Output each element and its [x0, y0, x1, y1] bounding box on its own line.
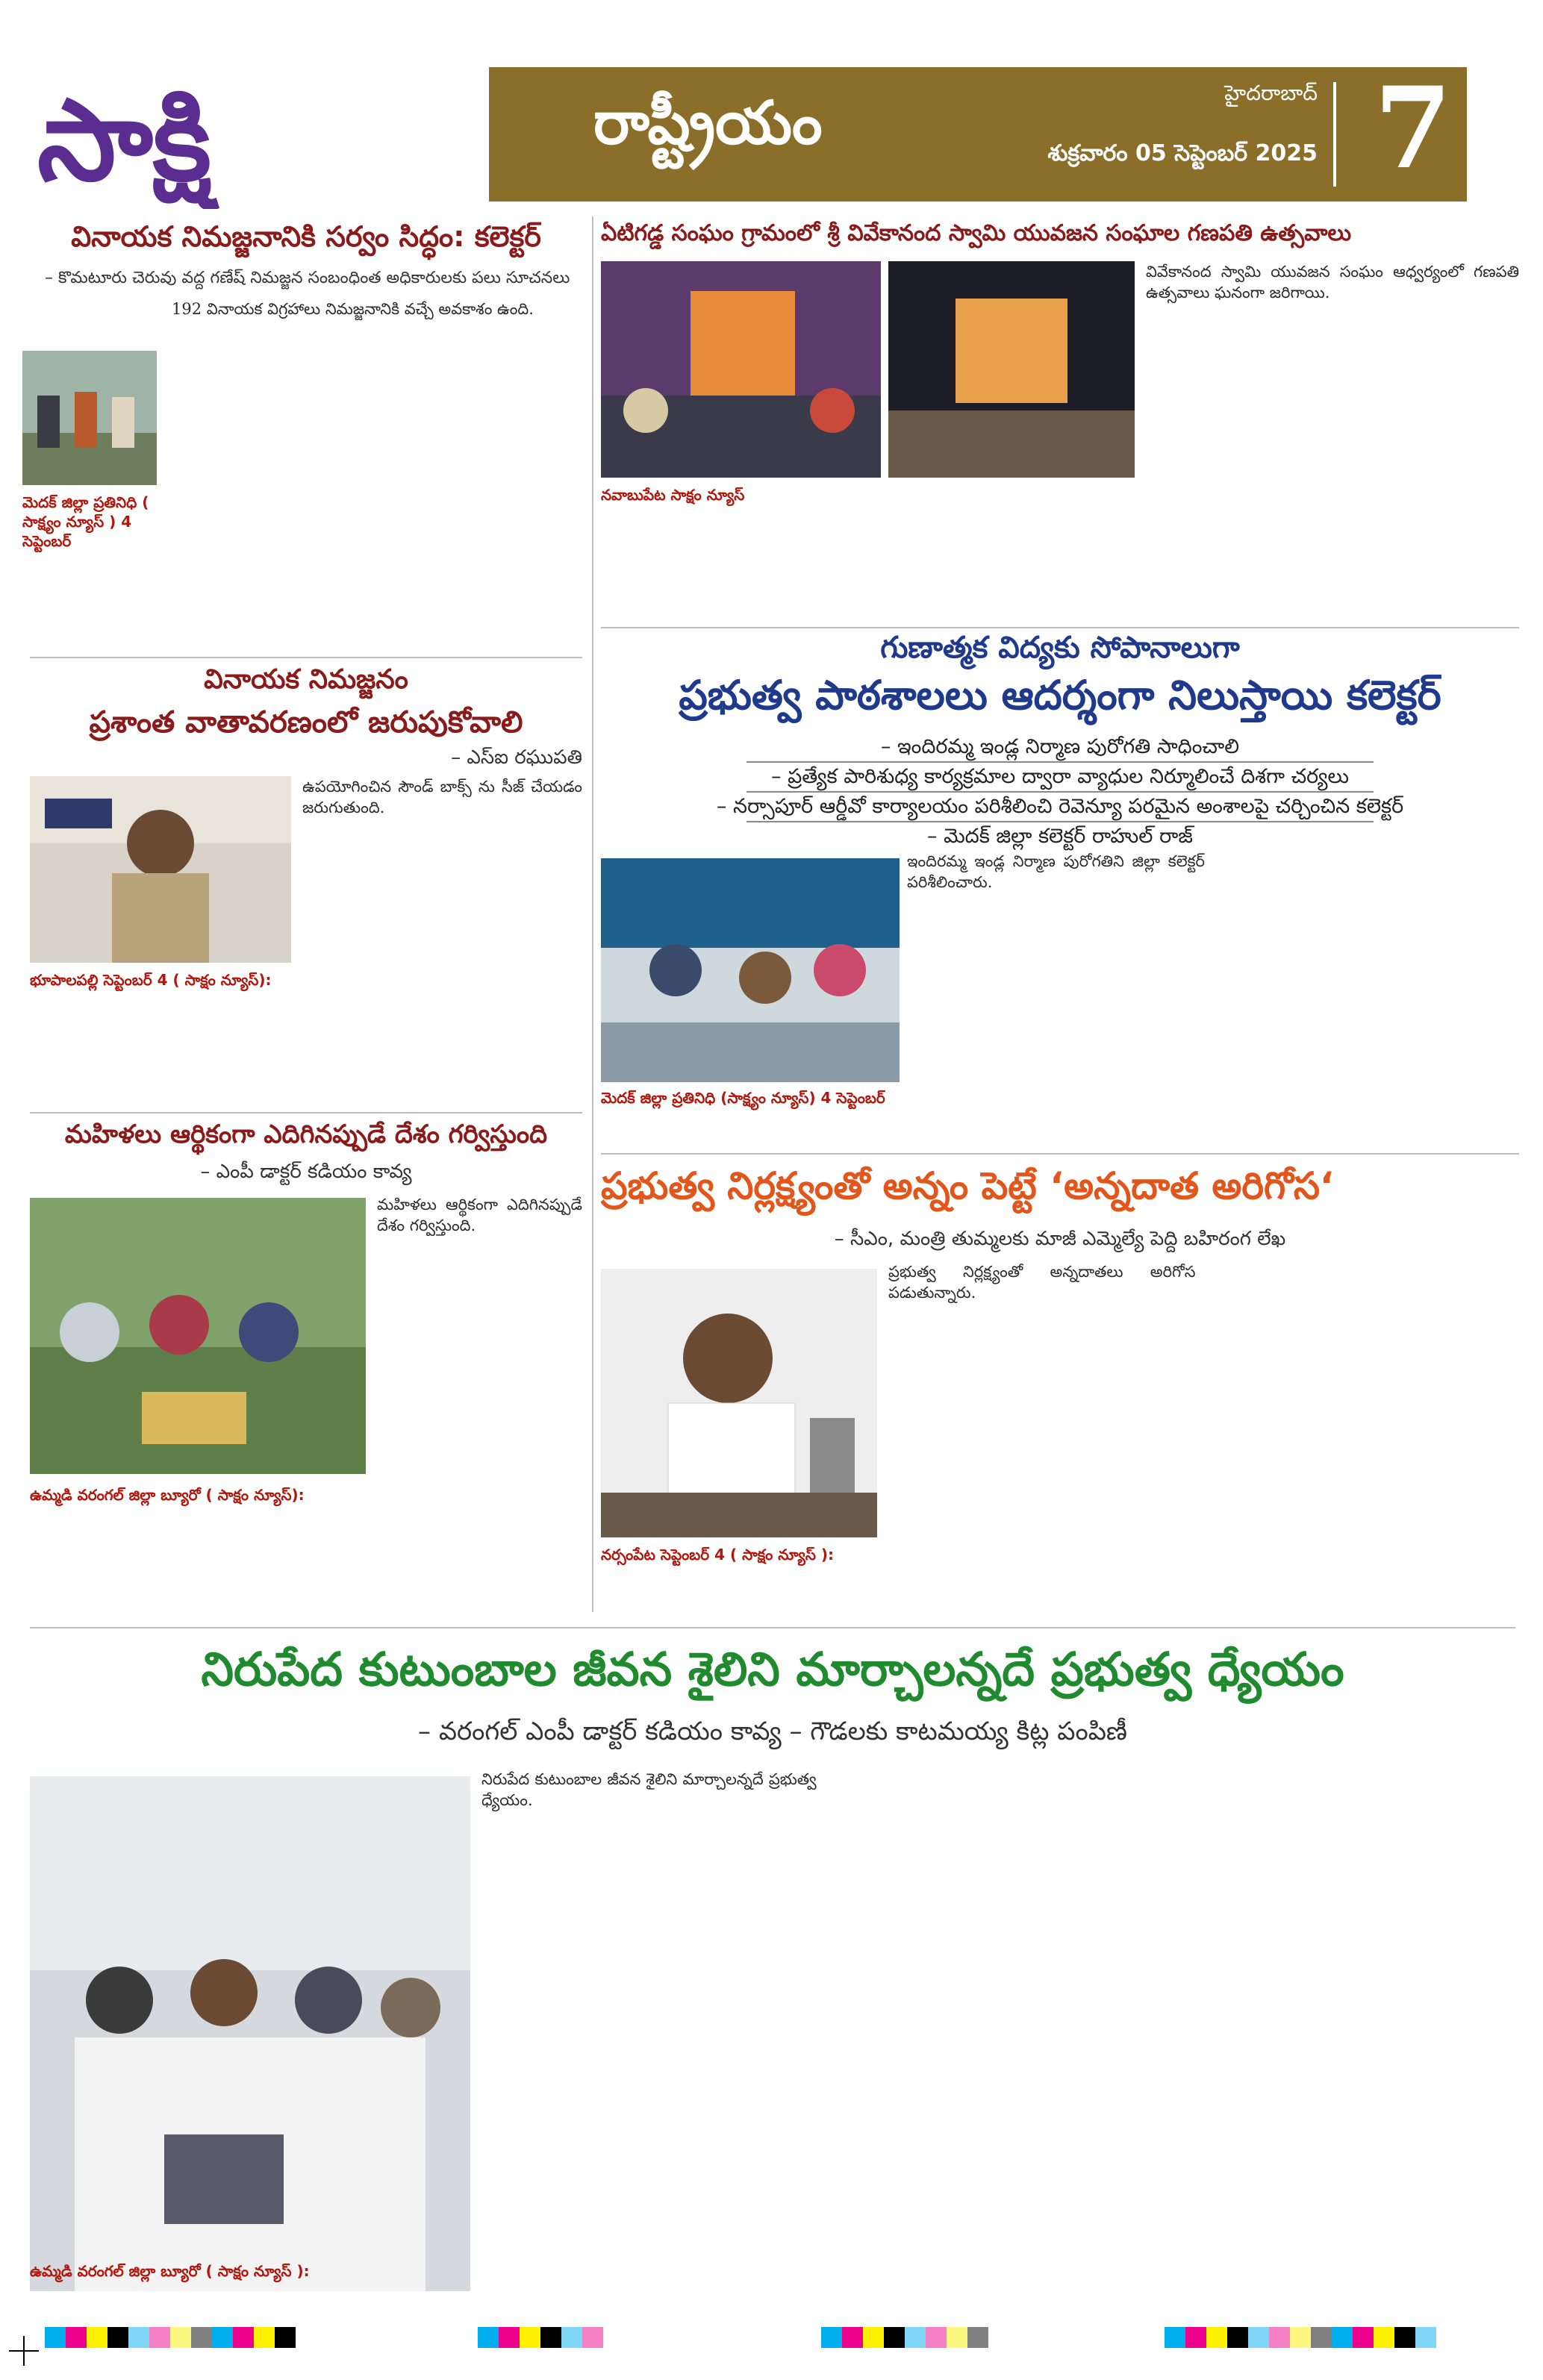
- article5-kicker: గుణాత్మక విద్యకు సోపానాలుగా: [880, 631, 1240, 665]
- article4-body: వివేకానంద స్వామి యువజన సంఘం ఆధ్వర్యంలో గణపతి ఉత్సవాలు ఘనంగా జరిగాయి.: [1146, 263, 1519, 302]
- section-title: రాష్ట్రీయం: [593, 88, 823, 157]
- article5-photo: [601, 858, 900, 1082]
- article6-byline: – సీఎం, మంత్రి తుమ్మలకు మాజీ ఎమ్మెల్యే పెద్ది బహిరంగ లేఖ: [834, 1228, 1286, 1250]
- edition-city: హైదరాబాద్: [1224, 81, 1318, 105]
- article5-headline: ప్రభుత్వ పాఠశాలలు ఆదర్శంగా నిలుస్తాయి కలెక్టర్: [679, 672, 1441, 719]
- article7-photo: [30, 1776, 470, 2291]
- article2-photo: [30, 776, 291, 963]
- article5-point-4: – మెదక్ జిల్లా కలెక్టర్ రాహుల్ రాజ్: [926, 825, 1194, 848]
- article5-caption: మెదక్ జిల్లా ప్రతినిధి (సాక్ష్యం న్యూస్) 4 సెప్టెంబర్: [601, 1089, 885, 1107]
- article7-byline: – వరంగల్ ఎంపీ డాక్టర్ కడియం కావ్య – గౌడలకు కాటమయ్య కిట్ల పంపిణీ: [418, 1717, 1127, 1746]
- logo-text: సాక్షి: [37, 76, 211, 206]
- article7-caption: ఉమ్మడి వరంగల్ జిల్లా బ్యూరో ( సాక్షం న్యూస్ ):: [30, 2262, 310, 2280]
- article3-byline: – ఎంపీ డాక్టర్ కడియం కావ్య: [200, 1161, 412, 1183]
- section-band: [489, 67, 1467, 202]
- divider: [746, 821, 1374, 822]
- article6-photo: [601, 1269, 877, 1537]
- article2-headline: ప్రశాంత వాతావరణంలో జరుపుకోవాలి: [89, 705, 523, 740]
- article3-caption: ఉమ్మడి వరంగల్ జిల్లా బ్యూరో ( సాక్షం న్యూస్):: [30, 1486, 305, 1504]
- article3-photo: [30, 1198, 366, 1474]
- section-divider: [30, 1627, 1515, 1628]
- article6-caption: నర్సంపేట సెప్టెంబర్ 4 ( సాక్షం న్యూస్ ):: [601, 1546, 834, 1564]
- divider: [601, 627, 1519, 628]
- divider: [746, 761, 1374, 763]
- article6-headline: ప్రభుత్వ నిర్లక్ష్యంతో అన్నం పెట్టే ‘అన్నదాత అరిగోస‘: [601, 1164, 1334, 1208]
- article3-headline: మహిళలు ఆర్థికంగా ఎదిగినప్పుడే దేశం గర్విస్తుంది: [64, 1119, 548, 1149]
- column-divider: [592, 216, 593, 1612]
- article1-body: 192 వినాయక విగ్రహాలు నిమజ్జనానికి వచ్చే అవకాశం ఉంది.: [172, 300, 534, 318]
- article6-body: ప్రభుత్వ నిర్లక్ష్యంతో అన్నదాతలు అరిగోస పడుతున్నారు.: [888, 1263, 1196, 1302]
- article2-kicker: వినాయక నిమజ్జనం: [204, 664, 408, 695]
- page-number: 7: [1374, 67, 1452, 194]
- article2-byline: – ఎస్ఐ రఘుపతి: [451, 746, 582, 769]
- article5-point-3: – నర్సాపూర్ ఆర్డీవో కార్యాలయం పరిశీలించి రెవెన్యూ పరమైన అంశాలపై చర్చించిన కలెక్టర్: [716, 795, 1404, 818]
- divider: [30, 657, 582, 658]
- article3-body: మహిళలు ఆర్థికంగా ఎదిగినప్పుడే దేశం గర్విస్తుంది.: [377, 1196, 582, 1234]
- article7-headline: నిరుపేద కుటుంబాల జీవన శైలిని మార్చాలన్నదే ప్రభుత్వ ధ్యేయం: [201, 1642, 1344, 1696]
- color-strip: [478, 2327, 603, 2348]
- article1-deck: – కొమటూరు చెరువు వద్ద గణేష్ నిమజ్జన సంబంధింత అధికారులకు పలు సూచనలు: [45, 269, 570, 287]
- article1-caption: మెదక్ జిల్లా ప్రతినిధి ( సాక్ష్యం న్యూస్ ) 4 సెప్టెంబర్: [22, 493, 149, 550]
- color-strip: [1165, 2327, 1436, 2348]
- article1-headline-box: [30, 220, 582, 265]
- article2-body: ఉపయోగించిన సౌండ్ బాక్స్ ను సీజ్ చేయడం జరుగుతుంది.: [302, 778, 582, 816]
- article5-point-1: – ఇందిరమ్మ ఇండ్ల నిర్మాణ పురోగతి సాధించాలి: [880, 735, 1239, 758]
- edition-date: శుక్రవారం 05 సెప్టెంబర్ 2025: [1047, 140, 1318, 166]
- color-strip: [45, 2327, 296, 2348]
- crosshair-icon: [9, 2336, 39, 2366]
- divider: [30, 1112, 582, 1114]
- article5-body: ఇందిరమ్మ ఇండ్ల నిర్మాణ పురోగతిని జిల్లా కలెక్టర్ పరిశీలించారు.: [907, 852, 1205, 891]
- divider: [746, 791, 1374, 793]
- article4-caption: నవాబుపేట సాక్షం న్యూస్: [601, 486, 745, 504]
- article2-caption: భూపాలపల్లి సెప్టెంబర్ 4 ( సాక్షం న్యూస్):: [30, 971, 272, 989]
- article4-headline: ఏటిగడ్డ సంఘం గ్రామంలో శ్రీ వివేకానంద స్వామి యువజన సంఘాల గణపతి ఉత్సవాలు: [601, 220, 1352, 246]
- article1-headline: వినాయక నిమజ్జనానికి సర్వం సిద్ధం: కలెక్టర్: [71, 220, 541, 253]
- article1-photo: [22, 351, 157, 485]
- divider: [601, 1153, 1519, 1155]
- article7-body: నిరుపేద కుటుంబాల జీవన శైలిని మార్చాలన్నదే ప్రభుత్వ ధ్యేయం.: [481, 1770, 817, 1809]
- color-strip: [821, 2327, 988, 2348]
- article4-photo-2: [888, 261, 1135, 478]
- article5-point-2: – ప్రత్యేక పారిశుధ్య కార్యక్రమాల ద్వారా వ్యాధుల నిర్మూలించే దిశగా చర్యలు: [771, 765, 1349, 788]
- masthead-logo: [30, 60, 448, 209]
- band-divider: [1333, 82, 1336, 187]
- article4-photo-1: [601, 261, 881, 478]
